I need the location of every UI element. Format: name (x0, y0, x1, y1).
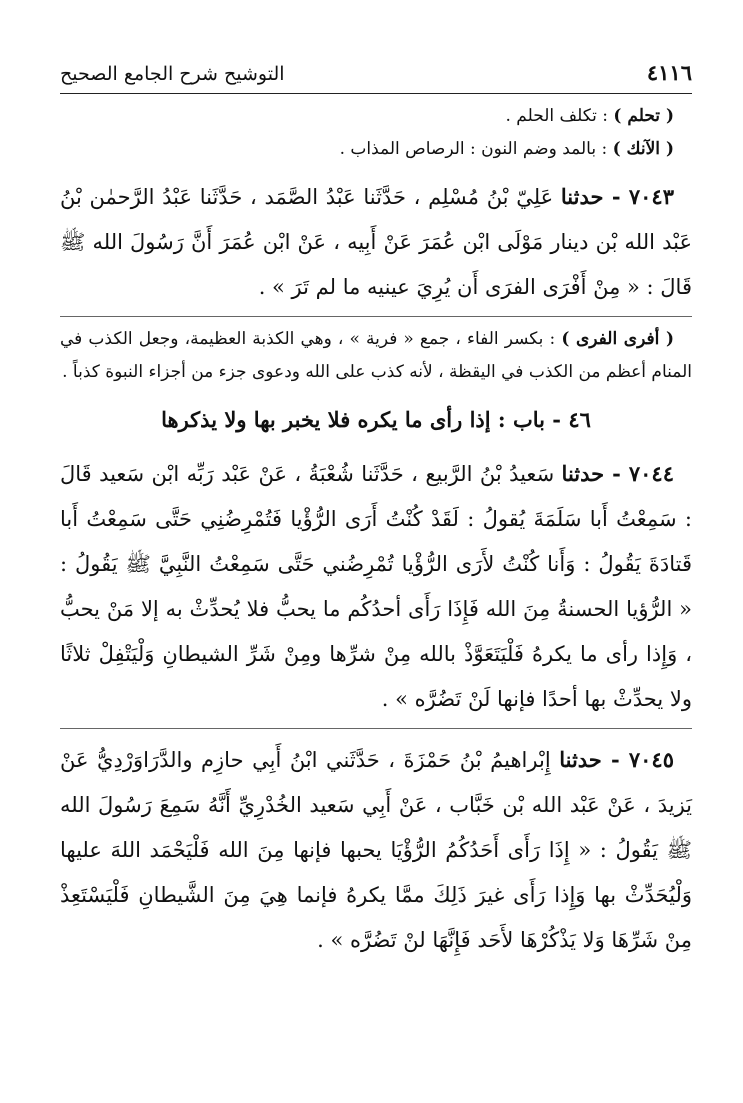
gloss-text: : بكسر الفاء ، جمع « فرية » ، وهي الكذبة العظيمة، وجعل الكذب في المنام أعظم من الكذب في اليقظة ، لأنه كذب على الله ودعوى جزء من أجزاء النبوة كذباً . (60, 329, 692, 382)
hadith-number: ٧٠٤٥ - حدثنا (559, 747, 674, 772)
hadith-7043 (60, 174, 692, 310)
section-divider (60, 728, 692, 729)
book-page (60, 60, 692, 963)
hadith-text: سَعيدُ بْنُ الرَّبيع ، حَدَّثَنا شُعْبَةُ ، عَنْ عَبْد رَبِّه ابْن سَعيد قَالَ : سَمِعْتُ أَبا سَلَمَةَ يُقولُ : لَقَدْ كُنْتُ أَرَى الرُّؤْيا فَتُمْرِضُنِي حَتَّى سَمِعْتُ أَبا قَتادَةَ يَقُولُ : وَأَنا كُنْتُ لأَرَى الرُّؤْيا تُمْرِضُني حَتَّى سَمِعْتُ النَّبِيَّ ﷺ يَقُولُ : « الرُّؤيا الحسنةُ مِنَ الله فَإِذَا رَأَى أحدُكُم ما يحبُّ فلا يُحدِّثْ به إلا مَنْ يحبُّ ، وَإِذا رأى ما يكرهُ فَلْيَتَعَوَّذْ بالله مِنْ شرِّها ومِنْ شَرِّ الشيطانِ وَلْيَتْفِلْ ثلاثًا ولا يحدِّثْ بها أحدًا فإنها لَنْ تَضُرَّه » . (60, 462, 692, 711)
header-rule (60, 93, 692, 94)
hadith-number: ٧٠٤٤ - حدثنا (561, 461, 674, 486)
hadith-7044 (60, 451, 692, 722)
note-term: ( تحلم ) (613, 106, 674, 126)
note-text: : تكلف الحلم . (505, 106, 614, 126)
section-divider (60, 316, 692, 317)
book-title: التوشيح شرح الجامع الصحيح (60, 63, 285, 85)
chapter-heading: ٤٦ - باب : إذا رأى ما يكره فلا يخبر بها ولا يذكرها (161, 407, 591, 432)
page-header (60, 60, 692, 91)
note-text: : بالمد وضم النون : الرصاص المذاب . (339, 139, 613, 159)
hadith-number: ٧٠٤٣ - حدثنا (560, 184, 674, 209)
note-term: ( الآنك ) (612, 139, 674, 159)
hadith-text: إِبْراهيمُ بْنُ حَمْزَةَ ، حَدَّثَني ابْنُ أَبِي حازِم والدَّرَاوَرْدِيُّ عَنْ يَزيدَ ، عَنْ عَبْد الله بْن خَبَّاب ، عَنْ أَبِي سَعيد الخُدْرِيِّ أَنَّهُ سَمِعَ رَسُولَ الله ﷺ يَقُولُ : « إِذَا رَأَى أَحَدُكُمُ الرُّؤْيَا يحبها فإنها مِنَ الله فَلْيَحْمَد اللهَ عليها وَلْيُحَدِّثْ بها وَإِذا رَأَى غيرَ ذَلِكَ ممَّا يكرهُ فإنما هِيَ مِنَ الشَّيطانِ فَلْيَسْتَعِذْ مِنْ شَرِّهَا وَلا يَذْكُرْهَا لأَحَد فَإِنَّهَا لنْ تَضُرَّه » . (60, 748, 692, 952)
page-number: ٤١١٦ (646, 60, 692, 85)
gloss-afra (60, 323, 692, 389)
note-aanuk (60, 133, 692, 166)
hadith-7045 (60, 737, 692, 963)
hadith-text: عَلِيّ بْنُ مُسْلِم ، حَدَّثَنا عَبْدُ الصَّمَد ، حَدَّثَنا عَبْدُ الرَّحمٰن بْنُ عَبْد الله بْن دينار مَوْلَى ابْن عُمَرَ عَنْ أَبِيه ، عَنْ ابْن عُمَرَ أَنَّ رَسُولَ الله ﷺ قَالَ : « مِنْ أَفْرَى الفرَى أَن يُرِيَ عينيه ما لم تَرَ » . (60, 185, 692, 299)
note-tahallam (60, 100, 692, 133)
gloss-term: ( أفرى الفرى ) (561, 329, 674, 349)
